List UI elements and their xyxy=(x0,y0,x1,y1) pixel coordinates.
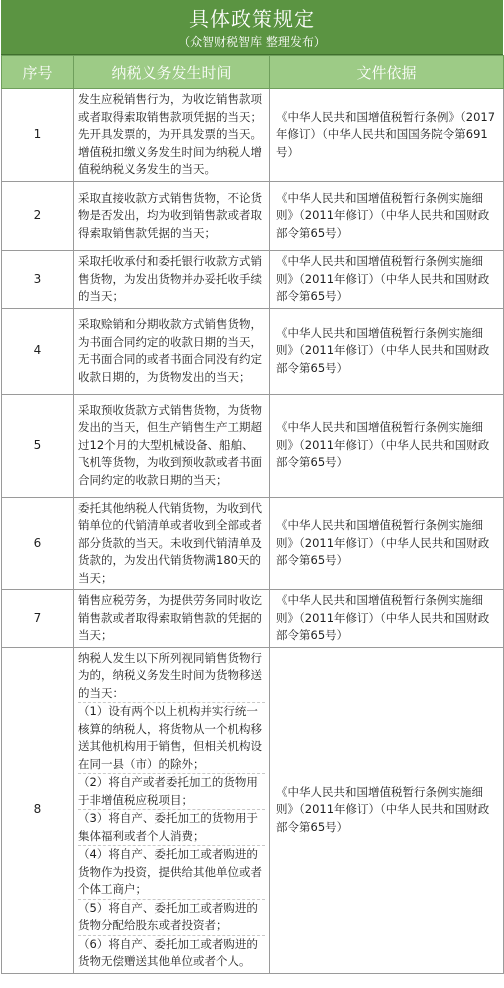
row-number: 6 xyxy=(2,497,74,590)
sub-item: （2）将自产或者委托加工的货物用于非增值税应税项目； xyxy=(78,773,265,809)
policy-document xyxy=(1,0,503,974)
row-basis: 《中华人民共和国增值税暂行条例实施细则》（2011年修订）（中华人民共和国财政部令第65号） xyxy=(270,497,504,590)
table-row xyxy=(2,308,504,394)
policy-table xyxy=(1,55,504,974)
row-intro-text: 纳税人发生以下所列视同销售货物行为的，纳税义务发生时间为货物移送的当天： xyxy=(78,650,262,700)
sub-item: （1）设有两个以上机构并实行统一核算的纳税人，将货物从一个机构移送其他机构用于销售，但相关机构设在同一县（市）的除外； xyxy=(78,702,265,773)
row-basis: 《中华人民共和国增值税暂行条例实施细则》（2011年修订）（中华人民共和国财政部令第65号） xyxy=(270,251,504,309)
table-header-row xyxy=(2,56,504,89)
row-description xyxy=(74,647,270,973)
row-number: 3 xyxy=(2,251,74,309)
table-row xyxy=(2,590,504,648)
row-description: 委托其他纳税人代销货物，为收到代销单位的代销清单或者收到全部或者部分货款的当天。未收到代销清单及货款的，为发出代销货物满180天的当天； xyxy=(74,497,270,590)
row-description: 发生应税销售行为，为收讫销售款项或者取得索取销售款项凭据的当天；先开具发票的，为开具发票的当天。增值税扣缴义务发生时间为纳税人增值税纳税义务发生的当天。 xyxy=(74,89,270,182)
table-row xyxy=(2,497,504,590)
row-basis: 《中华人民共和国增值税暂行条例实施细则》（2011年修订）（中华人民共和国财政部令第65号） xyxy=(270,647,504,973)
sub-item: （4）将自产、委托加工或者购进的货物作为投资，提供给其他单位或者个体工商户； xyxy=(78,845,265,899)
row-basis: 《中华人民共和国增值税暂行条例》（2017年修订）（中华人民共和国国务院令第691号） xyxy=(270,89,504,182)
document-subtitle: （众智财税智库 整理发布） xyxy=(178,35,326,49)
table-row xyxy=(2,89,504,182)
table-row xyxy=(2,647,504,973)
sub-item: （6）将自产、委托加工或者购进的货物无偿赠送其他单位或者个人。 xyxy=(78,935,265,971)
row-number: 1 xyxy=(2,89,74,182)
row-basis: 《中华人民共和国增值税暂行条例实施细则》（2011年修订）（中华人民共和国财政部令第65号） xyxy=(270,182,504,251)
row-basis: 《中华人民共和国增值税暂行条例实施细则》（2011年修订）（中华人民共和国财政部令第65号） xyxy=(270,308,504,394)
row-description: 采取赊销和分期收款方式销售货物，为书面合同约定的收款日期的当天，无书面合同的或者书面合同没有约定收款日期的，为货物发出的当天； xyxy=(74,308,270,394)
row-number: 5 xyxy=(2,394,74,497)
sub-item: （3）将自产、委托加工的货物用于集体福利或者个人消费； xyxy=(78,809,265,845)
sub-item: （5）将自产、委托加工或者购进的货物分配给股东或者投资者； xyxy=(78,899,265,935)
row-number: 2 xyxy=(2,182,74,251)
row-description: 采取预收货款方式销售货物，为货物发出的当天，但生产销售生产工期超过12个月的大型机械设备、船舶、飞机等货物，为收到预收款或者书面合同约定的收款日期的当天； xyxy=(74,394,270,497)
row-description: 采取托收承付和委托银行收款方式销售货物，为发出货物并办妥托收手续的当天； xyxy=(74,251,270,309)
document-header xyxy=(1,0,503,55)
row-description: 采取直接收款方式销售货物，不论货物是否发出，均为收到销售款或者取得索取销售款凭据的当天； xyxy=(74,182,270,251)
table-row xyxy=(2,394,504,497)
row-basis: 《中华人民共和国增值税暂行条例实施细则》（2011年修订）（中华人民共和国财政部令第65号） xyxy=(270,590,504,648)
row-basis: 《中华人民共和国增值税暂行条例实施细则》（2011年修订）（中华人民共和国财政部令第65号） xyxy=(270,394,504,497)
column-header-basis: 文件依据 xyxy=(270,56,504,89)
row-description: 销售应税劳务，为提供劳务同时收讫销售款或者取得索取销售款的凭据的当天； xyxy=(74,590,270,648)
table-row xyxy=(2,251,504,309)
document-title: 具体政策规定 xyxy=(189,7,315,31)
row-number: 8 xyxy=(2,647,74,973)
row-number: 4 xyxy=(2,308,74,394)
table-row xyxy=(2,182,504,251)
column-header-time: 纳税义务发生时间 xyxy=(74,56,270,89)
column-header-number: 序号 xyxy=(2,56,74,89)
row-number: 7 xyxy=(2,590,74,648)
